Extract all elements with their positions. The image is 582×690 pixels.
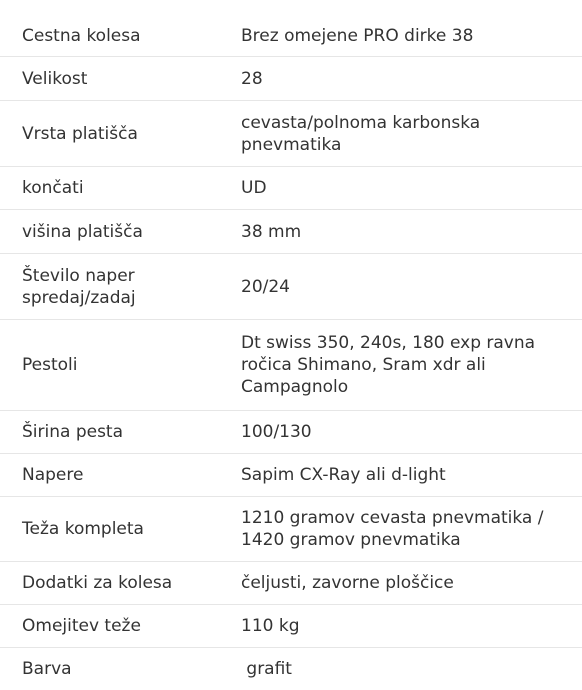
- spec-row-hub-width: [0, 411, 582, 454]
- specifications-table: [0, 15, 582, 690]
- spec-value: cevasta/polnoma karbonska pnevmatika: [241, 112, 481, 155]
- spec-value: Brez omejene PRO dirke 38: [241, 25, 474, 46]
- spec-row-finish: [0, 167, 582, 210]
- spec-row-size: [0, 57, 582, 101]
- spec-row-set-weight: [0, 497, 582, 562]
- spec-label: Pestoli: [22, 355, 78, 375]
- spec-row-spoke-count: [0, 254, 582, 320]
- spec-value: čeljusti, zavorne ploščice: [241, 573, 454, 593]
- spec-label: Vrsta platišča: [22, 123, 138, 144]
- spec-value: 20/24: [241, 276, 290, 297]
- spec-label: Cestna kolesa: [22, 25, 141, 46]
- spec-value: UD: [241, 178, 267, 198]
- spec-label: Širina pesta: [22, 422, 124, 442]
- spec-row-rim-height: [0, 210, 582, 254]
- spec-value: Sapim CX-Ray ali d-light: [241, 465, 446, 485]
- spec-label: Teža kompleta: [22, 519, 144, 539]
- spec-label: Omejitev teže: [22, 616, 141, 636]
- spec-row-color: [0, 648, 582, 690]
- spec-value: 1210 gramov cevasta pnevmatika / 1420 gramov pnevmatika: [241, 508, 544, 550]
- spec-label: Dodatki za kolesa: [22, 573, 173, 593]
- spec-value: 110 kg: [241, 616, 300, 636]
- spec-value: grafit: [241, 659, 292, 679]
- spec-value: 28: [241, 68, 263, 89]
- spec-value: 38 mm: [241, 221, 302, 242]
- spec-row-hubs: [0, 320, 582, 411]
- spec-label: Napere: [22, 465, 84, 485]
- spec-value: Dt swiss 350, 240s, 180 exp ravna ročica Shimano, Sram xdr ali Campagnolo: [241, 333, 536, 397]
- spec-value: 100/130: [241, 422, 312, 442]
- spec-row-spokes: [0, 454, 582, 497]
- spec-row-rim-type: [0, 101, 582, 167]
- spec-label: Število naper spredaj/zadaj: [22, 265, 136, 308]
- spec-label: Barva: [22, 659, 72, 679]
- spec-label: Velikost: [22, 68, 88, 89]
- spec-row-road-bikes: [0, 15, 582, 57]
- spec-label: višina platišča: [22, 221, 143, 242]
- spec-label: končati: [22, 178, 84, 198]
- spec-row-weight-limit: [0, 605, 582, 648]
- spec-row-accessories: [0, 562, 582, 605]
